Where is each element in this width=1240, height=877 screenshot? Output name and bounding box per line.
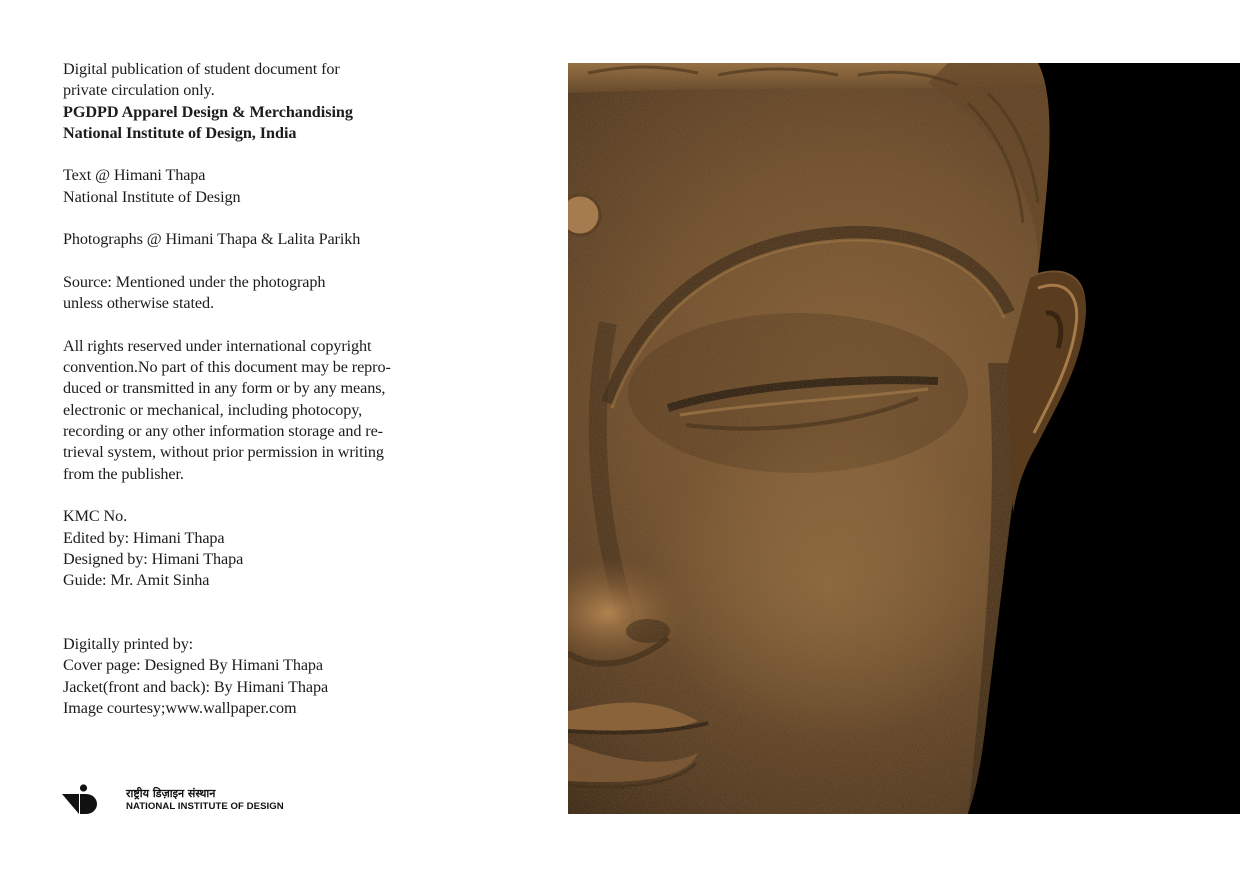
logo-text — [126, 788, 284, 813]
intro-line-2: private circulation only. — [63, 81, 215, 100]
buddha-face-image — [568, 63, 1240, 814]
rights-line-7: from the publisher. — [63, 464, 184, 483]
printing-line-1: Digitally printed by: — [63, 635, 194, 654]
spacer — [63, 591, 443, 634]
nid-logo-icon — [62, 784, 100, 816]
logo-english-name: NATIONAL INSTITUTE OF DESIGN — [126, 800, 284, 812]
printing-line-2: Cover page: Designed By Himani Thapa — [63, 656, 323, 675]
buddha-photo — [568, 63, 1240, 814]
nid-logo — [62, 784, 284, 816]
text-credit-line-2: National Institute of Design — [63, 187, 241, 206]
guide: Guide: Mr. Amit Sinha — [63, 571, 210, 590]
rights-line-5: recording or any other information storage and re- — [63, 422, 383, 441]
rights-line-3: duced or transmitted in any form or by any means, — [63, 379, 386, 398]
kmc-number: KMC No. — [63, 507, 128, 526]
designed-by: Designed by: Himani Thapa — [63, 549, 244, 568]
printing-line-3: Jacket(front and back): By Himani Thapa — [63, 677, 329, 696]
program-title: PGDPD Apparel Design & Merchandising — [63, 102, 353, 121]
spacer — [63, 251, 443, 272]
spacer — [63, 208, 443, 229]
spacer — [63, 144, 443, 165]
institute-title: National Institute of Design, India — [63, 123, 297, 142]
colophon-text — [63, 59, 443, 719]
rights-line-6: trieval system, without prior permission in writing — [63, 443, 384, 462]
spacer — [63, 485, 443, 506]
source-line-2: unless otherwise stated. — [63, 294, 214, 313]
edited-by: Edited by: Himani Thapa — [63, 528, 225, 547]
rights-line-1: All rights reserved under international copyright — [63, 336, 372, 355]
spacer — [63, 315, 443, 336]
rights-line-2: convention.No part of this document may be repro- — [63, 358, 391, 377]
logo-hindi-name: राष्ट्रीय डिज़ाइन संस्थान — [126, 786, 216, 800]
intro-line-1: Digital publication of student document for — [63, 60, 340, 78]
text-credit-line-1: Text @ Himani Thapa — [63, 166, 206, 185]
source-line-1: Source: Mentioned under the photograph — [63, 272, 326, 291]
printing-line-4: Image courtesy;www.wallpaper.com — [63, 698, 297, 717]
photo-credit: Photographs @ Himani Thapa & Lalita Parikh — [63, 230, 361, 249]
rights-line-4: electronic or mechanical, including photocopy, — [63, 400, 363, 419]
